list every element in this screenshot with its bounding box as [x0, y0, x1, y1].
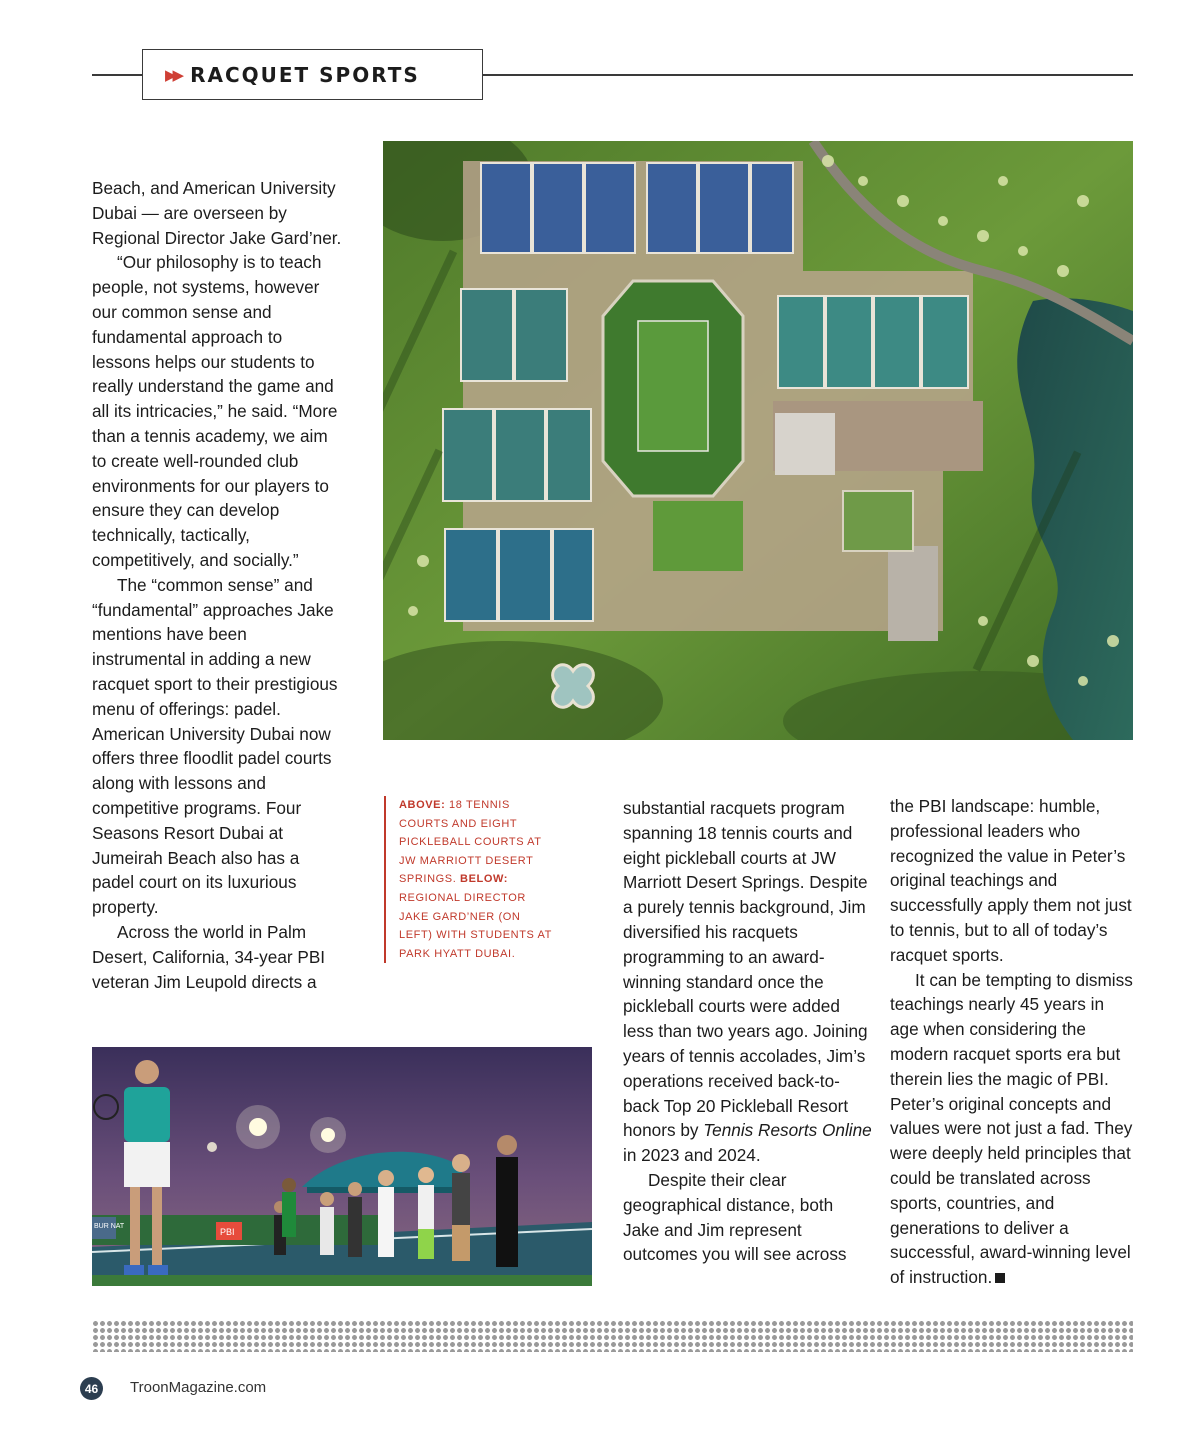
- article-column-3: [890, 794, 1135, 1290]
- paragraph: the PBI landscape: humble, professional leaders who recognized the value in Peter’s original teachings and successfully apply them not just to tennis, but to all of today’s racquet sports.: [890, 796, 1132, 965]
- paragraph: Despite their clear geographical distance, both Jake and Jim represent outcomes you will see across: [623, 1169, 847, 1265]
- caption-above-text: 18 TENNIS COURTS AND EIGHT PICKLEBALL COURTS AT JW MARRIOTT DESERT SPRINGS.: [399, 799, 542, 886]
- article-column-1: [92, 176, 342, 994]
- paragraph: [890, 968, 1135, 1290]
- pbi-sign-text: PBI: [220, 1227, 235, 1237]
- double-arrow-icon: ▶▶: [165, 66, 181, 84]
- section-header: [142, 49, 483, 100]
- paragraph: The “common sense” and “fundamental” approaches Jake mentions have been instrumental in adding a new racquet sport to their prestigious menu of offerings: padel. American University Dubai now offers three floodlit padel courts along with lessons and competitive programs. Four Seasons Resort Dubai at Jumeirah Beach also has a padel court on its luxurious property.: [92, 574, 338, 918]
- end-mark-icon: [995, 1273, 1005, 1283]
- aerial-courts-photo: [383, 141, 1133, 740]
- article-column-2: [623, 796, 873, 1267]
- publication-title: Tennis Resorts Online: [703, 1120, 872, 1141]
- photo-caption: [384, 796, 556, 963]
- paragraph-text: substantial racquets program spanning 18 tennis courts and eight pickleball courts at JW Marriott Desert Springs. Despite a purely tennis background, Jim diversified his racquets programming to an award-winning standard once the pickleball courts were added less than two years ago. Joining years of tennis accolades, Jim’s operations received back-to-back Top 20 Pickleball Resort honors by: [623, 798, 868, 1141]
- paragraph: Beach, and American University Dubai — are overseen by Regional Director Jake Gard’ner.: [92, 178, 342, 248]
- page-number-badge: 46: [80, 1377, 103, 1400]
- dotted-divider: [92, 1320, 1133, 1352]
- paragraph-text: It can be tempting to dismiss teachings nearly 45 years in age when considering the modern racquet sports era but therein lies the magic of PBI. Peter’s original concepts and values were not just a fad. They were deeply held principles that could be translated across sports, countries, and generations to deliver a successful, award-winning level of instruction.: [890, 969, 1133, 1288]
- header-rule-right: [483, 74, 1133, 76]
- paragraph: Across the world in Palm Desert, California, 34-year PBI veteran Jim Leupold directs a: [92, 921, 326, 992]
- footer-site-url: TroonMagazine.com: [130, 1379, 267, 1396]
- section-title: RACQUET SPORTS: [190, 62, 420, 87]
- header-rule-left: [92, 74, 142, 76]
- paragraph: [623, 796, 873, 1168]
- caption-below-text: REGIONAL DIRECTOR JAKE GARD’NER (ON LEFT) WITH STUDENTS AT PARK HYATT DUBAI.: [399, 891, 552, 960]
- paragraph-text: in 2023 and 2024.: [623, 1145, 761, 1166]
- banner-text: BUR NAT: [94, 1223, 125, 1230]
- caption-below-label: BELOW:: [460, 873, 509, 886]
- paragraph: “Our philosophy is to teach people, not systems, however our common sense and fundamental approach to lessons helps our students to really understand the game and all its intricacies,” he said. “More than a tennis academy, we aim to create well-rounded club environments for our players to ensure they can develop technically, tactically, competitively, and socially.”: [92, 252, 338, 570]
- caption-above-label: ABOVE:: [399, 799, 446, 811]
- students-court-photo: [92, 1047, 592, 1286]
